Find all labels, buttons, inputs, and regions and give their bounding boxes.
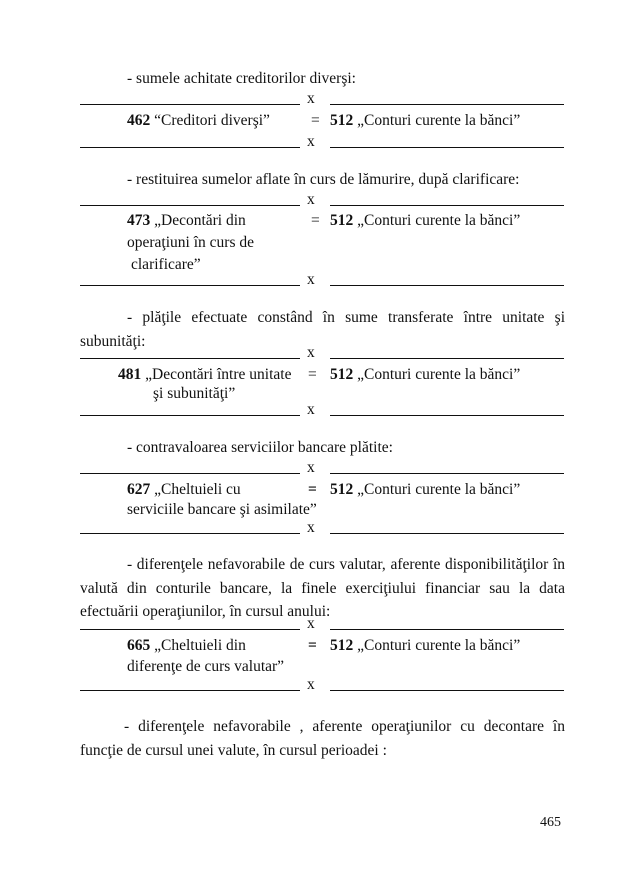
- rule-x-mark: x: [307, 344, 315, 361]
- rule-right: [330, 285, 564, 286]
- credit-account-name: „Conturi curente la bănci”: [357, 112, 521, 129]
- rule-right: [330, 147, 564, 148]
- rule-right: [330, 629, 564, 630]
- section-1-heading: - sumele achitate creditorilor diverşi:: [127, 70, 356, 87]
- equals-sign: =: [311, 212, 320, 229]
- credit-account-number: 512: [330, 481, 354, 498]
- rule-x-mark: x: [307, 676, 315, 693]
- credit-account-name: „Conturi curente la bănci”: [357, 212, 521, 229]
- credit-account-number: 512: [330, 366, 354, 383]
- section-2-credit: [330, 212, 520, 230]
- rule-right: [330, 690, 564, 691]
- credit-account-name: „Conturi curente la bănci”: [357, 481, 521, 498]
- section-5-entry: [127, 637, 246, 655]
- debit-account-name-cont: clarificare”: [131, 256, 201, 273]
- rule-left: [80, 533, 300, 534]
- credit-account-number: 512: [330, 112, 354, 129]
- rule-x-mark: x: [307, 90, 315, 107]
- debit-account-name-cont: serviciile bancare şi asimilate”: [127, 501, 317, 518]
- rule-x-mark: x: [307, 459, 315, 476]
- debit-account-name: „Decontări între unitate: [145, 366, 292, 383]
- rule-left: [80, 285, 300, 286]
- rule-x-mark: x: [307, 191, 315, 208]
- equals-sign: =: [308, 637, 317, 654]
- rule-x-mark: x: [307, 615, 315, 632]
- section-1-credit: [330, 112, 520, 130]
- rule-left: [80, 104, 300, 105]
- section-4-heading: - contravaloarea serviciilor bancare plătite:: [127, 439, 393, 456]
- debit-account-name-cont: diferenţe de curs valutar”: [127, 658, 285, 675]
- debit-account-number: 473: [127, 212, 151, 229]
- section-4-credit: [330, 481, 520, 499]
- rule-x-mark: x: [307, 133, 315, 150]
- rule-left: [80, 473, 300, 474]
- rule-right: [330, 415, 564, 416]
- debit-account-number: 627: [127, 481, 151, 498]
- rule-x-mark: x: [307, 401, 315, 418]
- page-number: 465: [540, 815, 561, 830]
- debit-account-name: „Cheltuieli din: [154, 637, 246, 654]
- credit-account-number: 512: [330, 637, 354, 654]
- rule-left: [80, 690, 300, 691]
- credit-account-number: 512: [330, 212, 354, 229]
- section-3-heading: - plăţile efectuate constând în sume transferate între unitate şi subunităţi:: [80, 309, 565, 350]
- equals-sign: =: [311, 112, 320, 129]
- section-3-credit: [330, 366, 520, 384]
- section-4-entry: [127, 481, 241, 499]
- debit-account-name: „Decontări din: [154, 212, 246, 229]
- section-3-entry: [118, 366, 291, 384]
- rule-x-mark: x: [307, 271, 315, 288]
- rule-left: [80, 415, 300, 416]
- debit-account-name: “Creditori diverşi”: [154, 112, 270, 129]
- rule-left: [80, 205, 300, 206]
- rule-right: [330, 358, 564, 359]
- rule-right: [330, 104, 564, 105]
- equals-sign: =: [308, 366, 317, 383]
- final-paragraph: - diferenţele nefavorabile , aferente operaţiunilor cu decontare în funcţie de cursul unei valute, în cursul perioadei :: [80, 718, 565, 759]
- credit-account-name: „Conturi curente la bănci”: [357, 366, 521, 383]
- debit-account-number: 481: [118, 366, 142, 383]
- rule-x-mark: x: [307, 519, 315, 536]
- debit-account-number: 665: [127, 637, 151, 654]
- equals-sign: =: [308, 481, 317, 498]
- credit-account-name: „Conturi curente la bănci”: [357, 637, 521, 654]
- section-2-entry: [127, 212, 246, 230]
- rule-right: [330, 533, 564, 534]
- rule-right: [330, 205, 564, 206]
- debit-account-name-cont: operaţiuni în curs de: [127, 234, 254, 251]
- debit-account-name-cont: şi subunităţi”: [153, 385, 236, 402]
- rule-left: [80, 147, 300, 148]
- rule-left: [80, 629, 300, 630]
- section-1-entry: [127, 112, 270, 130]
- debit-account-name: „Cheltuieli cu: [154, 481, 241, 498]
- section-5-heading: - diferenţele nefavorabile de curs valutar, aferente disponibilităţilor în valută din conturile bancare, la finele exerciţiului financiar sau la data efectuării operaţiunilor, în cursul anului:: [80, 556, 565, 620]
- section-2-heading: - restituirea sumelor aflate în curs de lămurire, după clarificare:: [127, 171, 520, 188]
- rule-left: [80, 358, 300, 359]
- section-5-credit: [330, 637, 520, 655]
- debit-account-number: 462: [127, 112, 151, 129]
- rule-right: [330, 473, 564, 474]
